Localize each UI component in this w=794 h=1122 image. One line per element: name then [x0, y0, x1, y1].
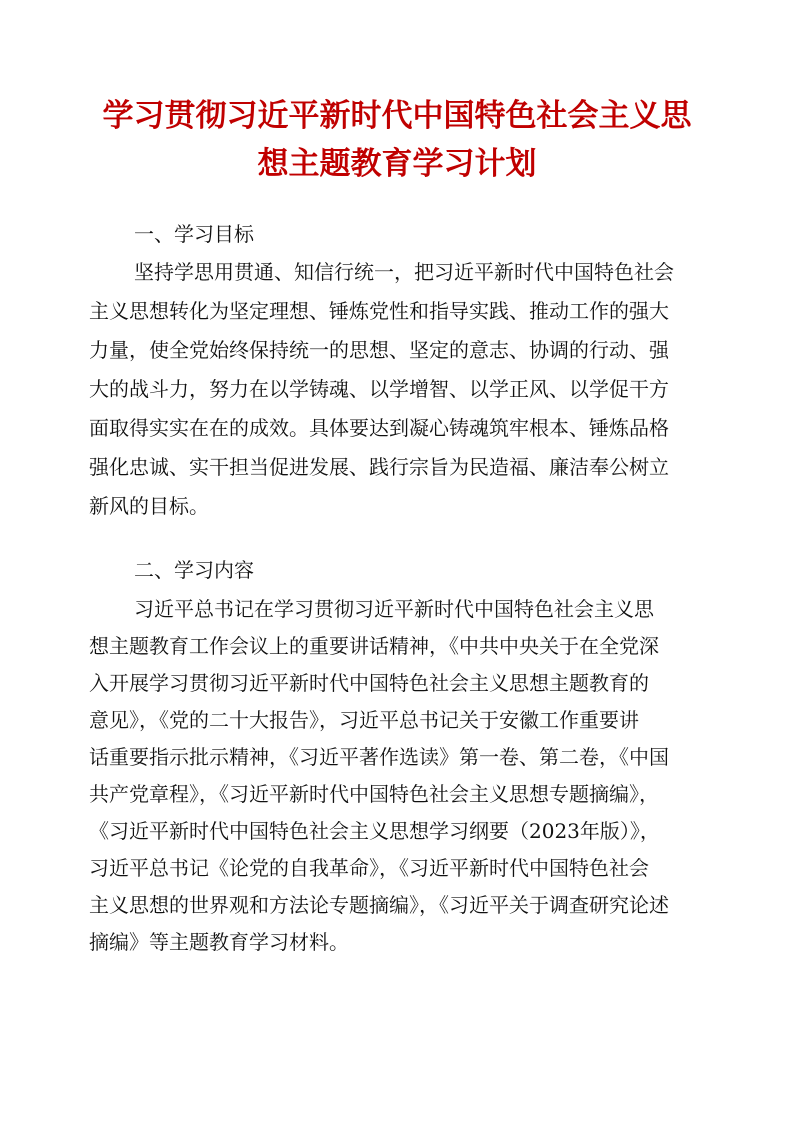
title-line-2: 想主题教育学习计划: [257, 146, 537, 182]
section-body-goals: [89, 253, 707, 526]
paragraph-line: 力量，使全党始终保持统一的思想、坚定的意志、协调的行动、强: [89, 338, 669, 362]
paragraph-line: 强化忠诚、实干担当促进发展、践行宗旨为民造福、廉洁奉公树立: [89, 455, 669, 479]
paragraph-line: 新风的目标。: [89, 494, 209, 518]
paragraph-line: 想主题教育工作会议上的重要讲话精神，《中共中央关于在全党深: [89, 634, 659, 658]
section-body-content: [89, 591, 707, 961]
paragraph-line: 话重要指示批示精神，《习近平著作选读》第一卷、第二卷，《中国: [89, 745, 669, 769]
paragraph-line: 入开展学习贯彻习近平新时代中国特色社会主义思想主题教育的: [89, 671, 649, 695]
paragraph-line: 习近平总书记《论党的自我革命》，《习近平新时代中国特色社会: [89, 856, 649, 880]
paragraph-line: 主义思想转化为坚定理想、锤炼党性和指导实践、推动工作的强大: [89, 299, 669, 323]
section-heading-goals: 一、学习目标: [134, 222, 254, 246]
paragraph-line: 共产党章程》，《习近平新时代中国特色社会主义思想专题摘编》，: [89, 782, 659, 806]
paragraph-line: 习近平总书记在学习贯彻习近平新时代中国特色社会主义思: [134, 597, 654, 621]
document-title: [80, 92, 714, 188]
title-line-1: 学习贯彻习近平新时代中国特色社会主义思: [102, 98, 692, 134]
paragraph-line: 意见》，《党的二十大报告》，习近平总书记关于安徽工作重要讲: [89, 708, 639, 732]
paragraph-line: 大的战斗力，努力在以学铸魂、以学增智、以学正风、以学促干方: [89, 377, 669, 401]
paragraph-line: 《习近平新时代中国特色社会主义思想学习纲要（2023年版）》，: [89, 819, 660, 843]
paragraph-line: 摘编》等主题教育学习材料。: [89, 930, 349, 954]
section-heading-content: 二、学习内容: [134, 558, 254, 582]
paragraph-line: 面取得实实在在的成效。具体要达到凝心铸魂筑牢根本、锤炼品格: [89, 416, 669, 440]
paragraph-line: 坚持学思用贯通、知信行统一，把习近平新时代中国特色社会: [134, 260, 674, 284]
paragraph-line: 主义思想的世界观和方法论专题摘编》，《习近平关于调查研究论述: [89, 893, 669, 917]
